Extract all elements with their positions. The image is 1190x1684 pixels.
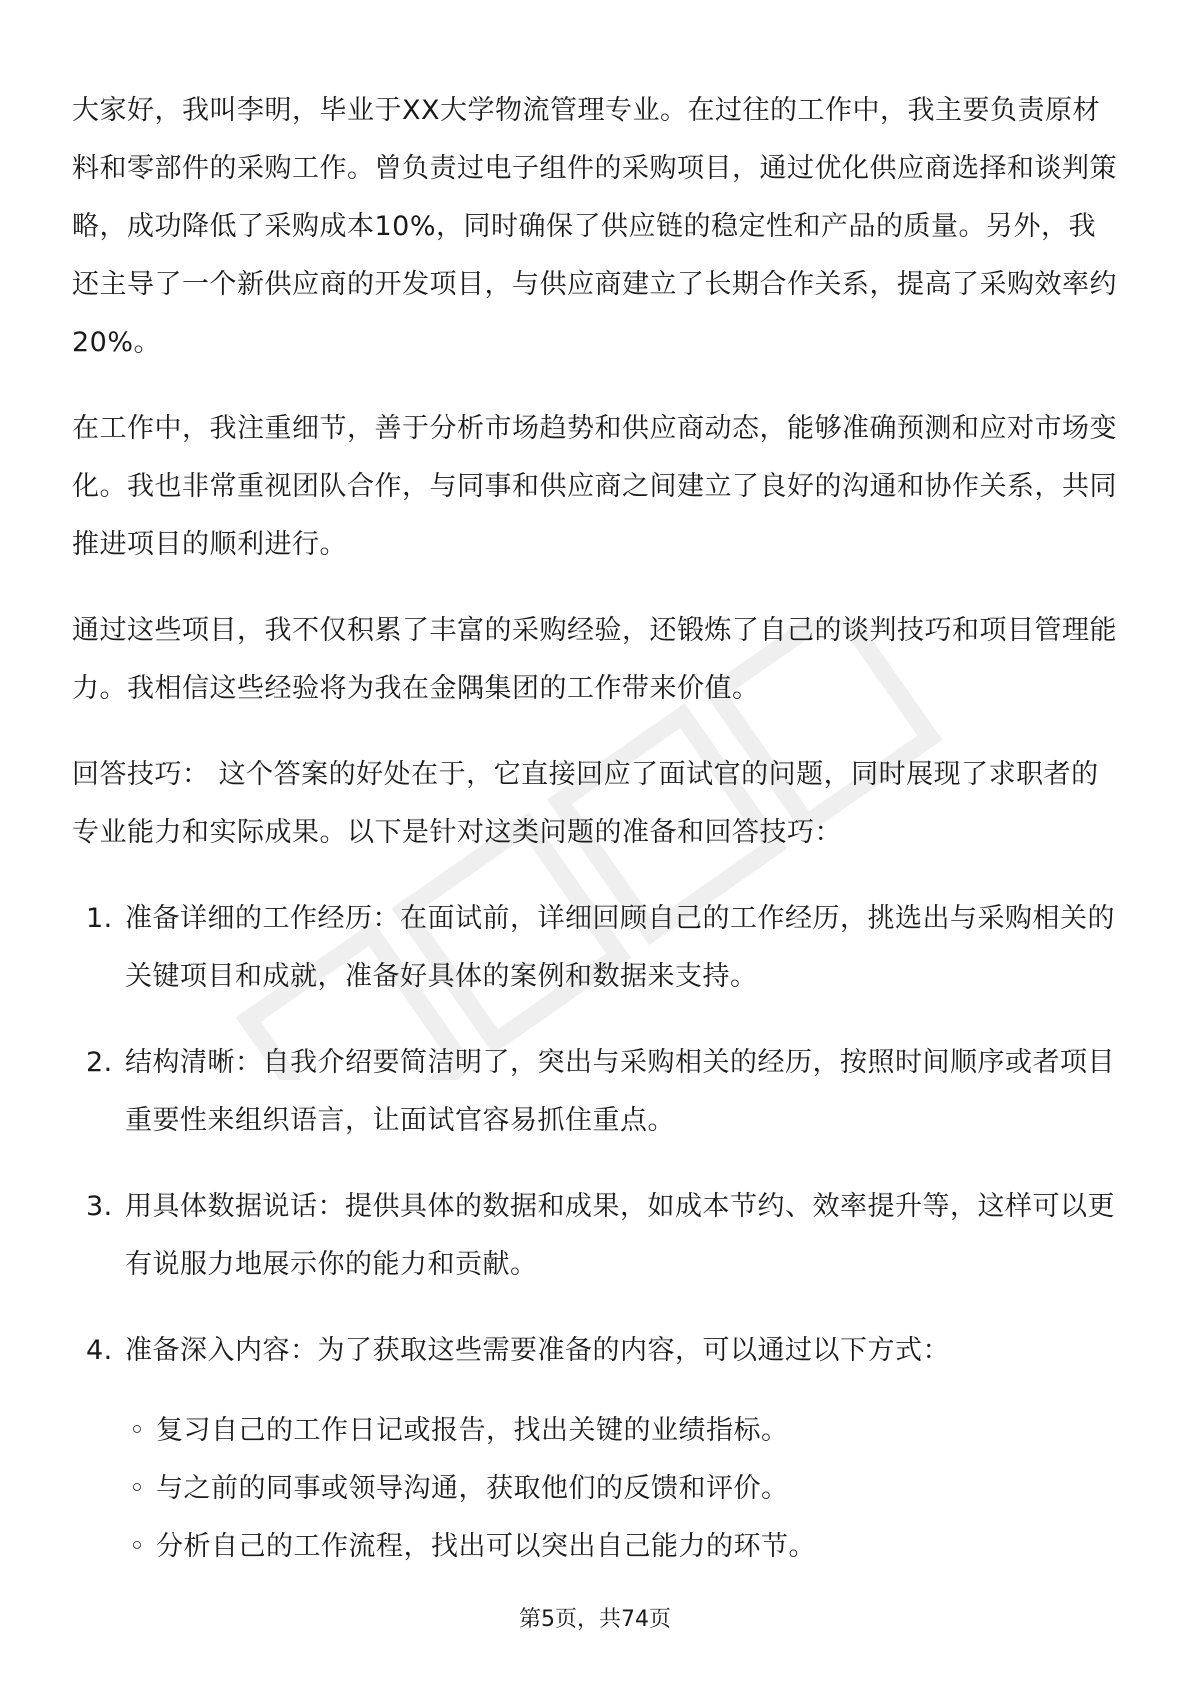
list-number: 1. xyxy=(86,903,113,934)
sub-list-item xyxy=(125,1518,1118,1576)
summary-paragraph: 通过这些项目，我不仅积累了丰富的采购经验，还锻炼了自己的谈判技巧和项目管理能力。我相信这些经验将为我在金隅集团的工作带来价值。 xyxy=(72,615,1117,704)
answer-tips-intro: 回答技巧： 这个答案的好处在于，它直接回应了面试官的问题，同时展现了求职者的专业能力和实际成果。以下是针对这类问题的准备和回答技巧： xyxy=(72,759,1099,848)
intro-paragraph: 大家好，我叫李明，毕业于XX大学物流管理专业。在过往的工作中，我主要负责原材料和零部件的采购工作。曾负责过电子组件的采购项目，通过优化供应商选择和谈判策略，成功降低了采购成本10%，同时确保了供应链的稳定性和产品的质量。另外，我还主导了一个新供应商的开发项目，与供应商建立了长期合作关系，提高了采购效率约20%。 xyxy=(72,95,1117,358)
list-number: 2. xyxy=(86,1047,113,1078)
list-item xyxy=(72,890,1118,1006)
list-number: 4. xyxy=(86,1335,113,1366)
list-item-text: 准备深入内容：为了获取这些需要准备的内容，可以通过以下方式： xyxy=(125,1335,950,1366)
list-item-text: 结构清晰：自我介绍要简洁明了，突出与采购相关的经历，按照时间顺序或者项目重要性来组织语言，让面试官容易抓住重点。 xyxy=(125,1047,1115,1136)
document-body xyxy=(72,82,1118,1592)
workstyle-paragraph: 在工作中，我注重细节，善于分析市场趋势和供应商动态，能够准确预测和应对市场变化。我也非常重视团队合作，与同事和供应商之间建立了良好的沟通和协作关系，共同推进项目的顺利进行。 xyxy=(72,413,1117,560)
page-footer: 第5页，共74页 xyxy=(519,1607,671,1632)
list-item-text: 准备详细的工作经历：在面试前，详细回顾自己的工作经历，挑选出与采购相关的关键项目和成就，准备好具体的案例和数据来支持。 xyxy=(125,903,1115,992)
list-number: 3. xyxy=(86,1191,113,1222)
list-item xyxy=(72,1034,1118,1150)
sub-list-item-text: 复习自己的工作日记或报告，找出关键的业绩指标。 xyxy=(156,1415,789,1446)
bullet-icon: ◦ xyxy=(129,1415,146,1446)
list-item xyxy=(72,1322,1118,1576)
sub-list-item-text: 分析自己的工作流程，找出可以突出自己能力的环节。 xyxy=(156,1531,816,1562)
sub-list-item-text: 与之前的同事或领导沟通，获取他们的反馈和评价。 xyxy=(156,1473,789,1504)
sub-list xyxy=(125,1402,1118,1576)
list-item xyxy=(72,1178,1118,1294)
tips-list xyxy=(72,890,1118,1576)
sub-list-item xyxy=(125,1402,1118,1460)
bullet-icon: ◦ xyxy=(129,1531,146,1562)
list-item-text: 用具体数据说话：提供具体的数据和成果，如成本节约、效率提升等，这样可以更有说服力地展示你的能力和贡献。 xyxy=(125,1191,1115,1280)
sub-list-item xyxy=(125,1460,1118,1518)
bullet-icon: ◦ xyxy=(129,1473,146,1504)
